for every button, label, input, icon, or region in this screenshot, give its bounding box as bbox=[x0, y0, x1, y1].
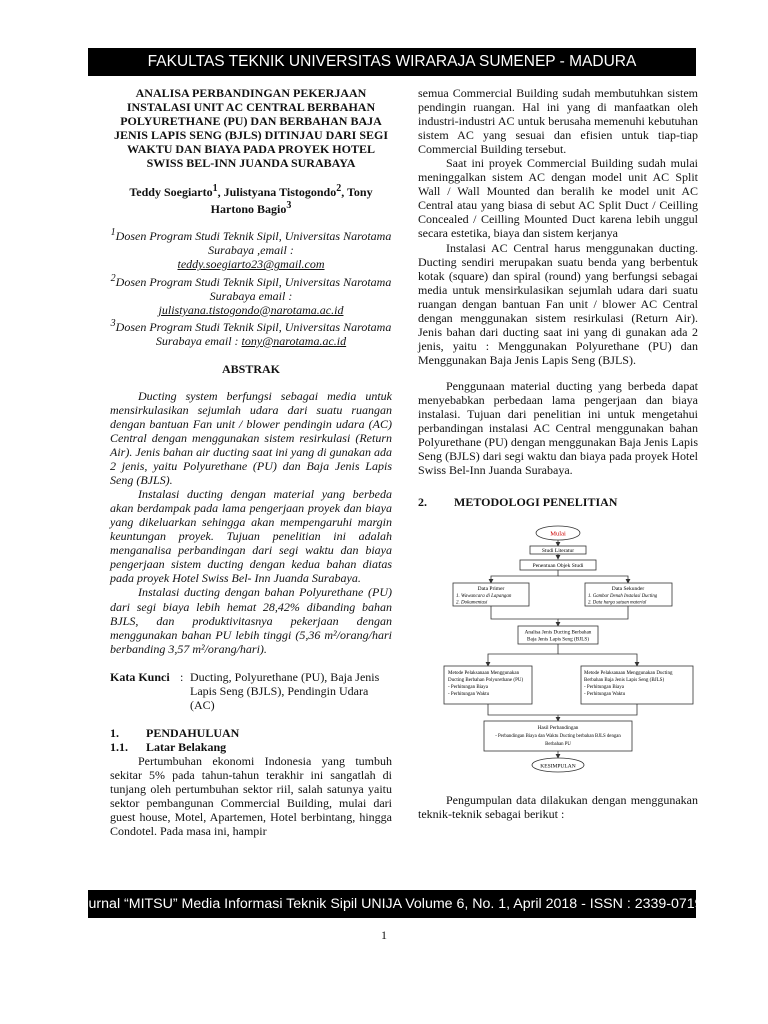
email-link[interactable]: julistyana.tistogondo@narotama.ac.id bbox=[158, 302, 344, 317]
author-1-sup: 1 bbox=[212, 183, 218, 195]
flow-bjls-line: - Perhitungan Waktu bbox=[584, 692, 626, 698]
body-paragraph: semua Commercial Building sudah membutuhkan sistem pendingin ruangan. Hal ini yang di manfaatkan oleh industri-industri AC untuk berusaha memenuhi kebutuhan sistem AC yang sesuai dan efisien untuk tiap-tiap Commercial Building tersebut. bbox=[418, 86, 698, 157]
section-number: 1.1. bbox=[110, 739, 128, 754]
section-heading-2 bbox=[418, 495, 698, 509]
affiliation-sup: 2 bbox=[110, 272, 116, 284]
keywords-colon: : bbox=[180, 669, 184, 684]
affiliation-text: Dosen Program Studi Teknik Sipil, Universitas Narotama Surabaya email : bbox=[115, 274, 392, 303]
flowchart-start bbox=[536, 526, 580, 540]
author-sep: , bbox=[341, 185, 348, 200]
flowchart-objek bbox=[520, 560, 596, 570]
flow-pu-line: - Perhitungan Waktu bbox=[448, 692, 490, 698]
flow-objek-label: Penentuan Objek Studi bbox=[532, 563, 584, 570]
flow-analisa-line: Analisa Jenis Ducting Berbahan bbox=[524, 629, 592, 636]
flow-hasil-line: - Perbandingan Biaya dan Waktu Ducting berbahan BJLS dengan bbox=[495, 734, 621, 740]
body-paragraph: Instalasi AC Central harus menggunakan ducting. Ducting sendiri merupakan suatu benda yang berbentuk kotak (square) dan spiral (round) yang berfungsi sebagai media untuk mensirkulasikan sejumlah udara dari suatu ruangan dengan bantuan Fan unit / blower AC Central dengan menggunakan sistem resirkulasi (Return Air). Jenis bahan dari ducting saat ini yang di gunakan ada 2 jenis, yaitu : Menggunakan Polyurethane (PU) dan Menggunakan Baja Jenis Lapis Seng (BJLS). bbox=[418, 240, 698, 367]
flow-end-label: KESIMPULAN bbox=[540, 763, 576, 770]
affiliation-text: Dosen Program Studi Teknik Sipil, Universitas Narotama Surabaya email : bbox=[115, 319, 392, 348]
research-flowchart bbox=[418, 519, 698, 787]
flow-primer-title: Data Primer bbox=[477, 586, 505, 593]
journal-footer-bar: Jurnal “MITSU” Media Informasi Teknik Sipil UNIJA Volume 6, No. 1, April 2018 - ISSN : 2339-0719 bbox=[88, 890, 696, 918]
section-title: METODOLOGI PENELITIAN bbox=[454, 495, 618, 510]
body-paragraph: Saat ini proyek Commercial Building sudah mulai meninggalkan sistem AC dengan model unit AC Split Wall / Wall Mounted dan beralih ke model unit AC Central atau yang biasa di sebut AC Split Duct / Ceilling Concealed / Ceilling Mounted Duct karena lebih unggul secara estetika, biaya dan sistem kerjanya bbox=[418, 156, 698, 241]
author-3-sup: 3 bbox=[286, 200, 292, 212]
flowchart-metode-pu bbox=[444, 666, 532, 704]
abstract-paragraph: Ducting system berfungsi sebagai media untuk mensirkulasikan sejumlah udara dari suatu ruangan dengan bantuan Fan unit / blower pendingin udara (AC) Central dengan menggunakan sistem resirkulasi (Return Air). Jenis bahan air ducting saat ini yang di gunakan ada 2 jenis, yaitu Polyurethane (PU) dan Baja Jenis Lapis Seng (BJLS). bbox=[110, 388, 392, 488]
paper-title: ANALISA PERBANDINGAN PEKERJAAN INSTALASI UNIT AC CENTRAL BERBAHAN POLYURETHANE (PU) DAN BERBAHAN BAJA JENIS LAPIS SENG (BJLS) DITINJAU DARI SEGI WAKTU DAN BIAYA PADA PROYEK HOTEL SWISS BEL-INN JUANDA SURABAYA bbox=[113, 86, 389, 171]
flow-bjls-line: Metode Pelaksanaan Menggunakan Ducting bbox=[584, 671, 673, 677]
flow-pu-line: - Perhitungan Biaya bbox=[448, 685, 488, 691]
author-sep: , bbox=[217, 185, 224, 200]
affiliation-1 bbox=[110, 226, 392, 271]
keywords bbox=[110, 670, 392, 712]
affiliation-sup: 1 bbox=[110, 227, 116, 239]
flow-sekunder-item: 2. Data harga satuan material bbox=[588, 600, 647, 606]
affiliation-sup: 3 bbox=[110, 317, 116, 329]
flow-sekunder-title: Data Sekunder bbox=[611, 586, 645, 593]
flowchart-data-primer bbox=[453, 583, 529, 606]
flowchart-studi bbox=[530, 546, 586, 554]
flow-primer-item: 2. Dokumentasi bbox=[456, 600, 488, 606]
email-link[interactable]: tony@narotama.ac.id bbox=[241, 333, 347, 348]
left-column bbox=[110, 86, 392, 838]
author-3: Tony Hartono Bagio bbox=[210, 185, 373, 217]
abstract-paragraph: Instalasi ducting dengan bahan Polyurethane (PU) dari segi biaya lebih hemat 28,42% dibanding bahan BJLS, dan produktivitasnya pekerjaan dengan menggunakan bahan PU lebih tinggi (5,36 m²/orang/hari berbanding 3,57 m²/orang/hari). bbox=[110, 585, 392, 656]
body-paragraph: Pertumbuhan ekonomi Indonesia yang tumbuh sekitar 5% pada tahun-tahun terakhir ini sangatlah di tunjang oleh pertumbuhan sektor riil, salah satunya yaitu sektor pembangunan Commercial Building, mulai dari guest house, Motel, Apartemen, Hotel berbintang, hingga Condotel. Pada masa ini, hampir bbox=[110, 753, 392, 839]
affiliation-text: Dosen Program Studi Teknik Sipil, Universitas Narotama Surabaya ,email : bbox=[115, 229, 392, 258]
right-column bbox=[418, 86, 698, 821]
flow-bjls-line: - Perhitungan Biaya bbox=[584, 685, 624, 691]
flowchart-data-sekunder bbox=[585, 583, 672, 606]
email-link[interactable]: teddy.soegiarto23@gmail.com bbox=[177, 257, 325, 272]
author-list bbox=[110, 182, 392, 216]
flow-bjls-line: Berbahan Baja Jenis Lapis Seng (BJLS) bbox=[584, 678, 665, 684]
flowchart-analisa bbox=[518, 626, 598, 644]
body-paragraph: Penggunaan material ducting yang berbeda dapat menyebabkan perbedaan lama pengerjaan dan biaya instalasi. Tujuan dari penelitian ini untuk mengetahui perbandingan instalasi AC Central menggunakan bahan Polyurethane (PU) dengan menggunakan Baja Jenis Lapis Seng (BJLS) dari segi waktu dan biaya pada proyek Hotel Swiss Bel-Inn Juanda Surabaya. bbox=[418, 378, 698, 478]
page-number: 1 bbox=[381, 928, 387, 942]
flowchart-metode-bjls bbox=[581, 666, 693, 704]
subsection-heading-1-1 bbox=[110, 740, 392, 754]
section-heading-1 bbox=[110, 726, 392, 740]
author-1: Teddy Soegiarto bbox=[129, 185, 213, 200]
keywords-value: Ducting, Polyurethane (PU), Baja Jenis Lapis Seng (BJLS), Pendingin Udara (AC) bbox=[190, 669, 380, 712]
section-number: 2. bbox=[418, 495, 427, 510]
flow-start-label: Mulai bbox=[550, 530, 566, 538]
affiliations bbox=[110, 226, 392, 347]
flow-analisa-line: Baja Jenis Lapis Seng (BJLS) bbox=[527, 636, 589, 643]
flowchart-hasil bbox=[484, 721, 632, 751]
affiliation-2 bbox=[110, 272, 392, 317]
flow-hasil-line: Berbahan PU bbox=[545, 742, 571, 748]
flowchart-svg bbox=[418, 519, 698, 784]
body-paragraph: Pengumpulan data dilakukan dengan menggunakan teknik-teknik sebagai berikut : bbox=[418, 793, 698, 822]
flow-sekunder-item: 1. Gambar Denah Instalasi Ducting bbox=[588, 594, 658, 600]
section-title: Latar Belakang bbox=[146, 739, 227, 754]
flow-studi-label: Studi Literatur bbox=[541, 548, 575, 555]
section-title: PENDAHULUAN bbox=[146, 725, 240, 740]
flowchart-end bbox=[532, 758, 584, 772]
flow-pu-line: Ducting Berbahan Polyurethane (PU) bbox=[448, 678, 524, 684]
flow-primer-item: 1. Wawancara di Lapangan bbox=[456, 594, 512, 600]
section-number: 1. bbox=[110, 725, 119, 740]
keywords-label: Kata Kunci bbox=[110, 669, 170, 684]
journal-header-bar: FAKULTAS TEKNIK UNIVERSITAS WIRARAJA SUMENEP - MADURA bbox=[88, 48, 696, 76]
affiliation-3 bbox=[110, 317, 392, 348]
flow-hasil-line: Hasil Perbandingan bbox=[537, 725, 579, 732]
abstract-heading: ABSTRAK bbox=[221, 361, 280, 376]
author-2: Julistyana Tistogondo bbox=[223, 185, 337, 200]
author-2-sup: 2 bbox=[336, 183, 342, 195]
abstract-paragraph: Instalasi ducting dengan material yang berbeda akan berdampak pada lama pengerjaan proyek dan biaya yang dikeluarkan sehingga akan mempengaruhi margin keuntungan proyek. Tujuan penelitian ini adalah menganalisa perbandingan dari segi waktu dan biaya pengerjaan sistem ducting dengan kedua bahan diatas pada proyek Hotel Swiss Bel- Inn Juanda Surabaya. bbox=[110, 487, 392, 586]
flow-pu-line: Metode Pelaksanaan Menggunakan bbox=[448, 671, 520, 677]
